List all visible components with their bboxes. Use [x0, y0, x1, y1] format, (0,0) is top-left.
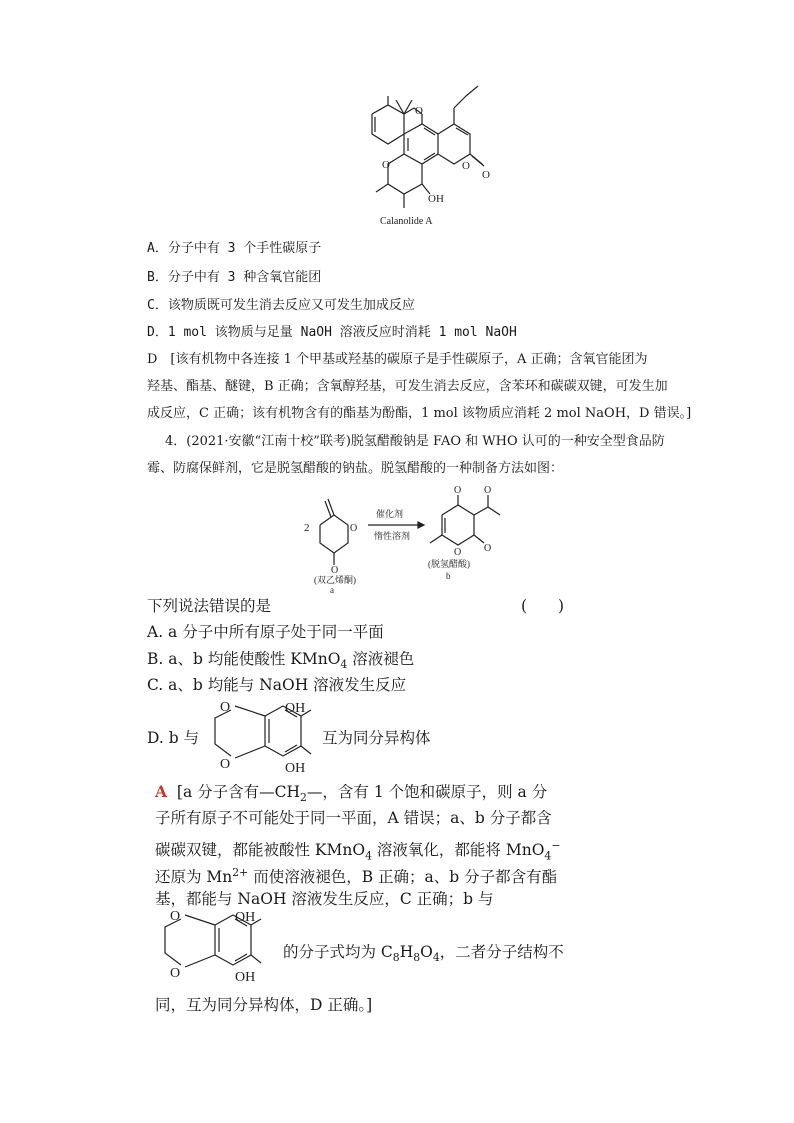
q3-option-c: C．该物质既可发生消去反应又可发生加成反应 [147, 298, 415, 313]
q3-answer-line-2: 羟基、酯基、醚键，B 正确；含氧醇羟基，可发生消去反应，含苯环和碳碳双键，可发生加 [147, 379, 668, 394]
answer-letter: A [155, 782, 168, 801]
q3-answer-line-3: 成反应，C 正确；该有机物含有的酯基为酚酯，1 mol 该物质应消耗 2 mol NaOH，D 错误。] [147, 406, 692, 421]
svg-text:2: 2 [304, 522, 310, 534]
q4-answer-line-2: 子所有原子不可能处于同一平面，A 错误；a、b 分子都含 [155, 809, 552, 827]
q4-blank: ( ) [521, 597, 565, 615]
q4-answer-line-5: 基，都能与 NaOH 溶液发生反应，C 正确；b 与 [155, 890, 494, 908]
b-label: b [446, 571, 451, 581]
benzodioxepin-diol-structure [205, 696, 325, 776]
q4-option-d-pre: D. b 与 [147, 729, 200, 747]
b-name: (脱氢醋酸) [428, 559, 470, 569]
a-name: (双乙烯酮) [314, 575, 356, 585]
svg-text:O: O [170, 909, 181, 924]
q4-answer-line-3: 碳碳双键，都能被酸性 KMnO$_4$ 溶液氧化，都能将 MnO$_4$− [155, 839, 561, 863]
q4-option-c: C. a、b 均能与 NaOH 溶液发生反应 [147, 676, 407, 694]
q4-stem-line-1: 4．(2021·安徽“江南十校”联考)脱氢醋酸钠是 FAO 和 WHO 认可的一种安全型食品防 [165, 434, 665, 449]
a-label: a [330, 585, 334, 595]
svg-text:O: O [454, 547, 462, 558]
q4-stem-line-2: 霉、防腐保鲜剂，它是脱氢醋酸的钠盐。脱氢醋酸的一种制备方法如图： [147, 461, 564, 476]
q4-answer-line-4: 还原为 $Mn^{2+}$ 而使溶液褪色，B 正确；a、b 分子都含有酯 [155, 866, 558, 887]
oh-label: OH [428, 193, 444, 205]
solvent-label: 惰性溶剂 [374, 531, 411, 541]
q4-option-b: B. a、b 均能使酸性 KMnO$_4$ 溶液褪色 [147, 650, 415, 672]
svg-text:O: O [170, 966, 181, 981]
q4-answer-line-6: 的分子式均为 $C_8H_8O_4$，二者分子结构不 [283, 943, 564, 965]
svg-text:O: O [350, 523, 358, 534]
svg-text:O: O [484, 485, 492, 496]
q4-answer-line-7: 同，互为同分异构体，D 正确。] [155, 996, 373, 1014]
o-label: O [415, 105, 423, 117]
q3-option-d: D．1 mol 该物质与足量 NaOH 溶液反应时消耗 1 mol NaOH [147, 325, 517, 340]
q3-option-b: B．分子中有 3 种含氧官能团 [147, 270, 322, 285]
svg-text:OH: OH [235, 970, 256, 985]
svg-text:O: O [454, 485, 462, 496]
o-label: O [482, 169, 490, 181]
catalyst-label: 催化剂 [376, 509, 404, 519]
q4-answer-line-1: A [a 分子含有$—CH_2—$，含有 1 个饱和碳原子，则 a 分 [155, 782, 548, 805]
benzodioxepin-diol-structure-answer [155, 905, 275, 987]
svg-text:O: O [220, 757, 231, 772]
svg-text:OH: OH [285, 701, 306, 716]
svg-text:O: O [484, 543, 492, 554]
svg-text:OH: OH [235, 910, 256, 925]
structure-caption: Calanolide A [380, 216, 433, 227]
svg-text:OH: OH [285, 761, 306, 776]
q3-option-a: A．分子中有 3 个手性碳原子 [147, 241, 322, 256]
q4-option-d-post: 互为同分异构体 [322, 729, 431, 747]
q3-answer-line-1: D [该有机物中各连接 1 个甲基或羟基的碳原子是手性碳原子，A 正确；含氧官能团为 [147, 352, 648, 367]
svg-text:O: O [331, 565, 339, 576]
calanolide-a-structure [360, 82, 490, 232]
q4-option-a: A. a 分子中所有原子处于同一平面 [147, 623, 384, 641]
o-label: O [382, 159, 390, 171]
q4-prompt: 下列说法错误的是 [147, 597, 272, 615]
svg-text:O: O [220, 700, 231, 715]
o-label: O [462, 160, 470, 172]
reaction-scheme [300, 485, 540, 595]
